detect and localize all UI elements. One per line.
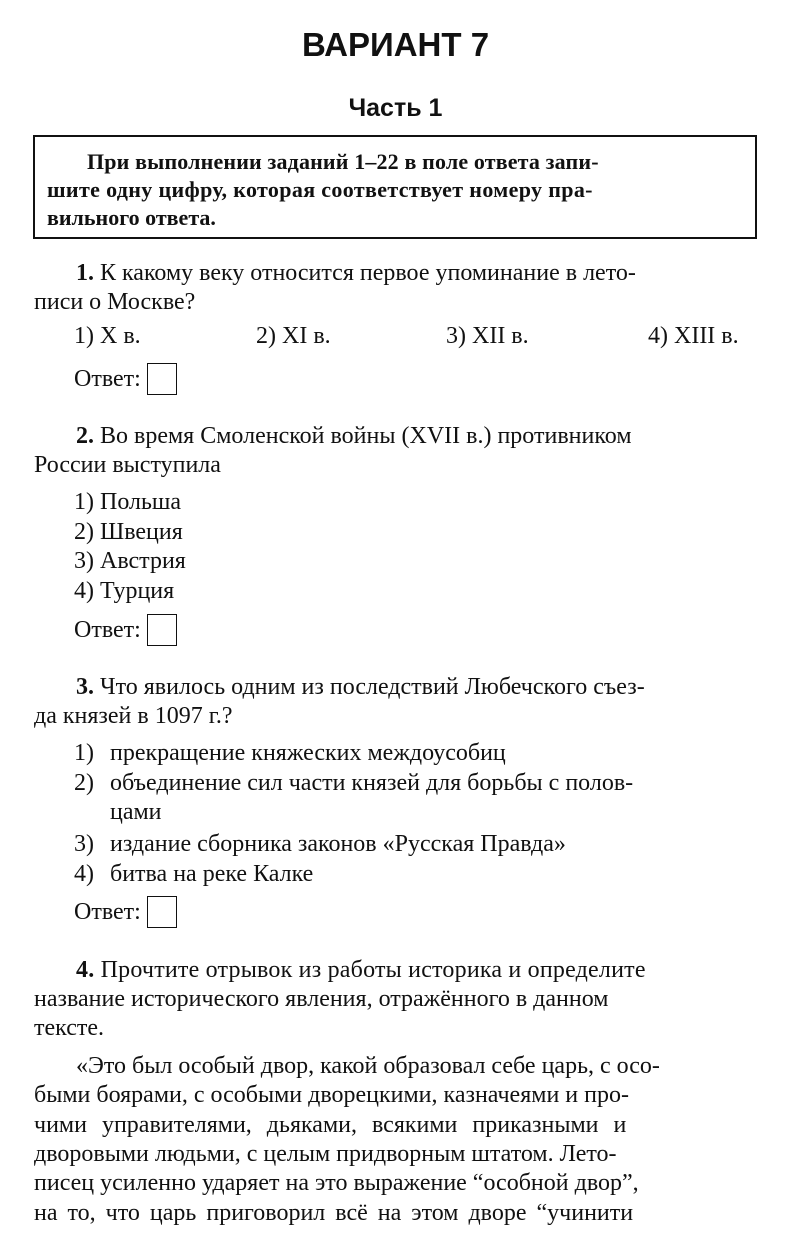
q2-option-4: 4) Турция (74, 578, 175, 604)
q4-excerpt-line-1: «Это был особый двор, какой образовал себе царь, с осо- (76, 1053, 660, 1079)
q1-text-line-1: К какому веку относится первое упоминание в лето- (100, 260, 636, 286)
q1-text-line-2: писи о Москве? (34, 289, 196, 315)
q3-option-2-text-line-1: объединение сил части князей для борьбы с полов- (110, 770, 634, 796)
q2-text-line-2: России выступила (34, 452, 221, 478)
q3-answer-box[interactable] (147, 896, 177, 928)
q2-answer-label: Ответ: (74, 616, 141, 643)
part-title: Часть 1 (348, 94, 443, 122)
q2-option-2: 2) Швеция (74, 519, 183, 545)
q3-option-3-num: 3) (74, 831, 94, 857)
q4-excerpt-line-2: быми боярами, с особыми дворецкими, казначеями и про- (34, 1082, 629, 1108)
q4-excerpt-line-6: на то, что царь приговорил всё на этом дворе “учинити (34, 1200, 634, 1226)
q1-answer-box[interactable] (147, 363, 177, 395)
instruction-box (33, 135, 757, 239)
q4-excerpt-line-5: писец усиленно ударяет на это выражение “особной двор”, (34, 1170, 639, 1196)
q3-answer-label: Ответ: (74, 898, 141, 925)
q4-excerpt-line-3: чими управителями, дьяками, всякими приказными и (34, 1112, 627, 1138)
q4-text-line-3: тексте. (34, 1015, 104, 1041)
q1-number: 1. (76, 260, 94, 286)
q2-option-3: 3) Австрия (74, 548, 186, 574)
q3-option-4-num: 4) (74, 861, 94, 887)
q4-text-line-2: название исторического явления, отражённого в данном (34, 986, 609, 1012)
q3-number: 3. (76, 674, 94, 700)
q1-answer-row (74, 361, 177, 397)
q2-option-1: 1) Польша (74, 489, 182, 515)
q1-option-1: 1) X в. (74, 323, 141, 349)
q3-line-1 (76, 672, 645, 702)
q3-text-line-2: да князей в 1097 г.? (34, 703, 233, 729)
q2-text-line-1: Во время Смоленской войны (XVII в.) противником (100, 423, 632, 449)
q3-option-1-num: 1) (74, 740, 94, 766)
q1-option-3: 3) XII в. (446, 323, 529, 349)
variant-title: ВАРИАНТ 7 (301, 26, 490, 63)
q3-option-2-num: 2) (74, 770, 94, 796)
q3-option-4-text: битва на реке Калке (110, 861, 314, 887)
q2-answer-row (74, 612, 177, 648)
q3-text-line-1: Что явилось одним из последствий Любечского съез- (100, 674, 645, 700)
q3-option-2-text-line-2: цами (110, 799, 162, 825)
instruction-line-2: шите одну цифру, которая соответствует номеру пра- (47, 177, 593, 202)
q1-option-2: 2) XI в. (256, 323, 331, 349)
q4-line-1 (76, 955, 646, 985)
q1-line-1 (76, 258, 636, 288)
q2-line-1 (76, 421, 632, 451)
q3-option-3-text: издание сборника законов «Русская Правда» (110, 831, 566, 857)
q3-option-1-text: прекращение княжеских междоусобиц (110, 740, 506, 766)
q2-number: 2. (76, 423, 94, 449)
q4-text-line-1: Прочтите отрывок из работы историка и определите (100, 957, 646, 983)
q1-answer-label: Ответ: (74, 365, 141, 392)
q4-excerpt-line-4: дворовыми людьми, с целым придворным штатом. Лето- (34, 1141, 617, 1167)
q2-answer-box[interactable] (147, 614, 177, 646)
q4-number: 4. (76, 957, 95, 983)
instruction-line-1: При выполнении заданий 1–22 в поле ответа запи- (87, 149, 599, 174)
q1-option-4: 4) XIII в. (648, 323, 739, 349)
q3-answer-row (74, 894, 177, 930)
instruction-line-3: вильного ответа. (47, 205, 216, 230)
